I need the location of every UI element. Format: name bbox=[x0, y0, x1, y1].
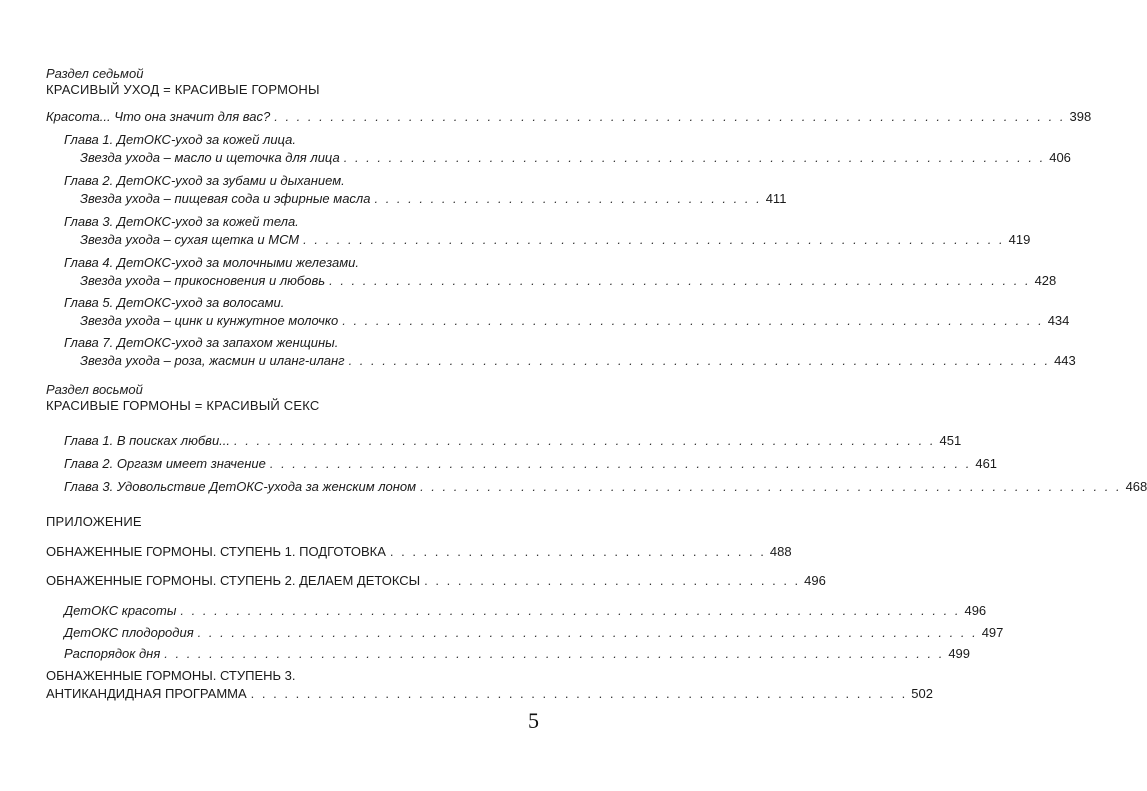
leader-dots: . . . . . . . . . . . . . . . . . . . . . . . . . . . . . . . . . . . . . . . . . . . . . . . . . . . . . . . . . . . . . . . bbox=[342, 313, 1044, 328]
toc-entry-label: Звезда ухода – роза, жасмин и иланг-иланг bbox=[80, 353, 345, 368]
toc-entry-chapter: Глава 3. ДетОКС-уход за кожей тела. bbox=[64, 214, 299, 229]
leader-dots: . . . . . . . . . . . . . . . . . . . . . . . . . . . . . . . . . . . . . . . . . . . . . . . . . . . . . . . . . . . . . . . bbox=[348, 353, 1051, 368]
toc-entry-label: Глава 1. В поисках любви... bbox=[64, 433, 231, 448]
toc-entry bbox=[0, 686, 933, 706]
toc-entry bbox=[0, 625, 1004, 645]
appendix-title: ПРИЛОЖЕНИЕ bbox=[46, 514, 142, 529]
toc-entry-page: 411 bbox=[765, 191, 787, 206]
toc-entry-page: 496 bbox=[964, 603, 987, 618]
toc-entry-label: Глава 3. Удовольствие ДетОКС-ухода за женским лоном bbox=[64, 479, 417, 494]
leader-dots: . . . . . . . . . . . . . . . . . . . . . . . . . . . . . . . . . . . . . . . . . . . . . . . . . . . . . . . . . . . bbox=[250, 686, 908, 701]
toc-entry-label: Звезда ухода – прикосновения и любовь bbox=[80, 273, 326, 288]
toc-entry-page: 406 bbox=[1049, 150, 1071, 165]
leader-dots: . . . . . . . . . . . . . . . . . . . . . . . . . . . . . . . . . . . . . . . . . . . . . . . . . . . . . . . . . . . . . . . . . . . . . . bbox=[164, 646, 945, 661]
toc-entry bbox=[0, 544, 792, 564]
toc-entry-label: ДетОКС плодородия bbox=[64, 625, 194, 640]
toc-entry-page: 488 bbox=[769, 544, 792, 559]
leader-dots: . . . . . . . . . . . . . . . . . . . . . . . . . . . . . . . . . . . . . . . . . . . . . . . . . . . . . . . . . . . . . . . . . . . . . . . bbox=[274, 109, 1066, 124]
toc-entry-label: Звезда ухода – пищевая сода и эфирные масла bbox=[80, 191, 371, 206]
section-7-title: КРАСИВЫЙ УХОД = КРАСИВЫЕ ГОРМОНЫ bbox=[46, 82, 320, 97]
toc-entry-label: Красота... Что она значит для вас? bbox=[46, 109, 271, 124]
leader-dots: . . . . . . . . . . . . . . . . . . . . . . . . . . . . . . . . . . . . . . . . . . . . . . . . . . . . . . . . . . . . . . . bbox=[303, 232, 1005, 247]
toc-entry-page: 398 bbox=[1069, 109, 1092, 124]
section-8-title: КРАСИВЫЕ ГОРМОНЫ = КРАСИВЫЙ СЕКС bbox=[46, 398, 320, 413]
leader-dots: . . . . . . . . . . . . . . . . . . . . . . . . . . . . . . . . . . . . . . . . . . . . . . . . . . . . . . . . . . . . . . . . . . . . . . bbox=[197, 625, 978, 640]
toc-entry-page: 502 bbox=[911, 686, 933, 701]
toc-entry-label: АНТИКАНДИДНАЯ ПРОГРАММА bbox=[46, 686, 247, 701]
leader-dots: . . . . . . . . . . . . . . . . . . . . . . . . . . . . . . . . . . . . . . . . . . . . . . . . . . . . . . . . . . . . . . . bbox=[343, 150, 1046, 165]
leader-dots: . . . . . . . . . . . . . . . . . . . . . . . . . . . . . . . . . . . . . . . . . . . . . . . . . . . . . . . . . . . . . . . bbox=[269, 456, 972, 471]
toc-entry bbox=[0, 456, 998, 476]
toc-entry-label: Звезда ухода – масло и щеточка для лица bbox=[80, 150, 340, 165]
toc-entry-chapter: Глава 4. ДетОКС-уход за молочными железами. bbox=[64, 255, 359, 270]
toc-entry bbox=[0, 479, 1147, 499]
toc-entry bbox=[0, 150, 1071, 170]
toc-entry-chapter: Глава 7. ДетОКС-уход за запахом женщины. bbox=[64, 335, 339, 350]
toc-entry-label: Звезда ухода – цинк и кунжутное молочко bbox=[80, 313, 339, 328]
leader-dots: . . . . . . . . . . . . . . . . . . . . . . . . . . . . . . . . . . bbox=[389, 544, 766, 559]
leader-dots: . . . . . . . . . . . . . . . . . . . . . . . . . . . . . . . . . . . . . . . . . . . . . . . . . . . . . . . . . . . . . . . bbox=[420, 479, 1122, 494]
toc-entry-chapter: Глава 5. ДетОКС-уход за волосами. bbox=[64, 295, 285, 310]
toc-entry bbox=[0, 433, 962, 453]
toc-entry-label: ОБНАЖЕННЫЕ ГОРМОНЫ. СТУПЕНЬ 2. ДЕЛАЕМ ДЕТОКСЫ bbox=[46, 573, 421, 588]
toc-entry-page: 451 bbox=[939, 433, 962, 448]
leader-dots: . . . . . . . . . . . . . . . . . . . . . . . . . . . . . . . . . . . . . . . . . . . . . . . . . . . . . . . . . . . . . . . bbox=[234, 433, 936, 448]
toc-entry-page: 434 bbox=[1047, 313, 1070, 328]
leader-dots: . . . . . . . . . . . . . . . . . . . . . . . . . . . . . . . . . . . . . . . . . . . . . . . . . . . . . . . . . . . . . . . bbox=[329, 273, 1031, 288]
toc-entry-page: 496 bbox=[804, 573, 826, 588]
toc-entry-page: 428 bbox=[1034, 273, 1057, 288]
toc-entry-page: 461 bbox=[975, 456, 998, 471]
toc-entry-chapter: Глава 1. ДетОКС-уход за кожей лица. bbox=[64, 132, 296, 147]
toc-entry-page: 499 bbox=[948, 646, 971, 661]
toc-entry-page: 468 bbox=[1125, 479, 1147, 494]
leader-dots: . . . . . . . . . . . . . . . . . . . . . . . . . . . . . . . . . . . . . . . . . . . . . . . . . . . . . . . . . . . . . . . . . . . . . . bbox=[180, 603, 961, 618]
toc-entry-label: Распорядок дня bbox=[64, 646, 161, 661]
toc-entry-page: 419 bbox=[1008, 232, 1031, 247]
toc-entry bbox=[0, 273, 1057, 293]
toc-entry-page: 443 bbox=[1054, 353, 1076, 368]
section-7-label: Раздел седьмой bbox=[46, 66, 144, 81]
toc-entry bbox=[0, 573, 826, 593]
toc-entry-chapter: Глава 2. ДетОКС-уход за зубами и дыханием. bbox=[64, 173, 345, 188]
toc-entry-page: 497 bbox=[981, 625, 1004, 640]
section-8-label: Раздел восьмой bbox=[46, 382, 143, 397]
toc-entry bbox=[0, 646, 971, 666]
page-number: 5 bbox=[528, 708, 539, 733]
toc-entry-label: Звезда ухода – сухая щетка и МСМ bbox=[80, 232, 300, 247]
toc-entry bbox=[0, 353, 1076, 373]
toc-entry-label: Глава 2. Оргазм имеет значение bbox=[64, 456, 266, 471]
toc-entry bbox=[0, 109, 1092, 129]
toc-entry-label: ДетОКС красоты bbox=[64, 603, 177, 618]
toc-entry bbox=[0, 313, 1070, 333]
leader-dots: . . . . . . . . . . . . . . . . . . . . . . . . . . . . . . . . . . . bbox=[374, 191, 762, 206]
toc-entry-heading: ОБНАЖЕННЫЕ ГОРМОНЫ. СТУПЕНЬ 3. bbox=[46, 668, 296, 683]
toc-entry-label: ОБНАЖЕННЫЕ ГОРМОНЫ. СТУПЕНЬ 1. ПОДГОТОВКА bbox=[46, 544, 386, 559]
toc-entry bbox=[0, 603, 987, 623]
toc-entry bbox=[0, 232, 1031, 252]
leader-dots: . . . . . . . . . . . . . . . . . . . . . . . . . . . . . . . . . . bbox=[424, 573, 801, 588]
toc-entry bbox=[0, 191, 787, 211]
